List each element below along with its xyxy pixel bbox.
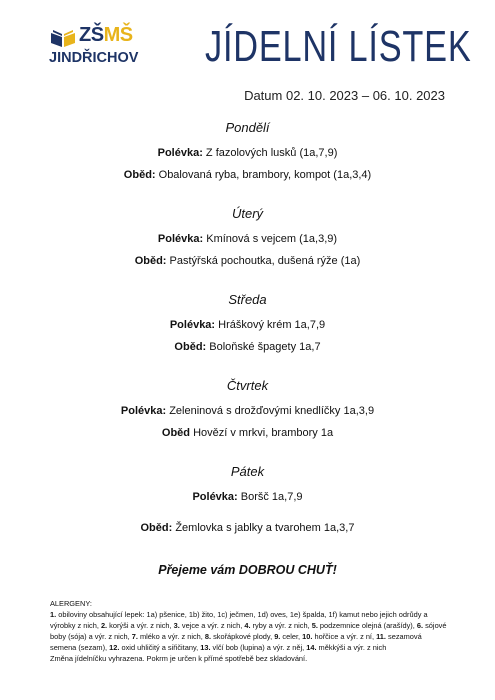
menu-lunch: Oběd: Boloňské špagety 1a,7 [174,341,321,353]
day-friday [0,464,495,544]
menu-soup: Polévka: Kmínová s vejcem (1a,3,9) [157,233,338,245]
page-title: JÍDELNÍ LÍSTEK [205,22,472,71]
day-name: Pátek [230,464,265,479]
menu-lunch: Oběd Hovězí v mrkvi, brambory 1a [161,427,334,439]
allergen-list [50,598,450,664]
menu-soup: Polévka: Hráškový krém 1a,7,9 [169,319,326,331]
allergen-note: Změna jídelníčku vyhrazena. Pokrm je určen k přímé spotřebě bez skladování. [50,654,308,663]
school-logo [49,24,139,72]
menu-lunch: Oběd: Obalovaná ryba, brambory, kompot (1a,3,4) [123,169,372,181]
day-name: Úterý [231,206,264,221]
date-range: Datum 02. 10. 2023 – 06. 10. 2023 [244,88,445,103]
day-tuesday [0,206,495,277]
book-icon [49,27,77,49]
menu-soup: Polévka: Boršč 1a,7,9 [192,491,303,503]
day-name: Čtvrtek [226,378,269,393]
allergen-items: 1. obiloviny obsahující lepek: 1a) pšenice, 1b) žito, 1c) ječmen, 1d) oves, 1e) špalda, 1f) kamut nebo jejich odrůdy a výrobky z nich, 2. korýši a výr. z nich, 3. vejce a výr. z nich, 4. ryby a výr. z nich, 5. podzemnice olejná (arašídy), 6. sójové boby (sója) a výr. z nich, 7. mléko a výr. z nich, 8. skořápkové plody, 9. celer, 10. hořčice a výr. z ní, 11. sezamová semena (sezam), 12. oxid uhličitý a siřičitany, 13. vlčí bob (lupina) a výr. z něj, 14. měkkýši a výr. z nich [50,610,447,652]
closing-wish: Přejeme vám DOBROU CHUŤ! [158,563,337,577]
day-name: Středa [228,292,267,307]
menu-soup: Polévka: Zeleninová s drožďovými knedlíčky 1a,3,9 [120,405,375,417]
logo-abbrev: ZŠMŠ [79,24,133,46]
day-monday [0,120,495,191]
day-thursday [0,378,495,449]
day-name: Pondělí [225,120,270,135]
logo-town: JINDŘICHOV [49,50,139,66]
menu-lunch: Oběd: Pastýřská pochoutka, dušená rýže (1a) [134,255,361,267]
menu-lunch: Oběd: Žemlovka s jablky a tvarohem 1a,3,7 [140,522,355,534]
menu-soup: Polévka: Z fazolových lusků (1a,7,9) [157,147,338,159]
day-wednesday [0,292,495,363]
allergen-heading: ALERGENY: [50,599,92,608]
